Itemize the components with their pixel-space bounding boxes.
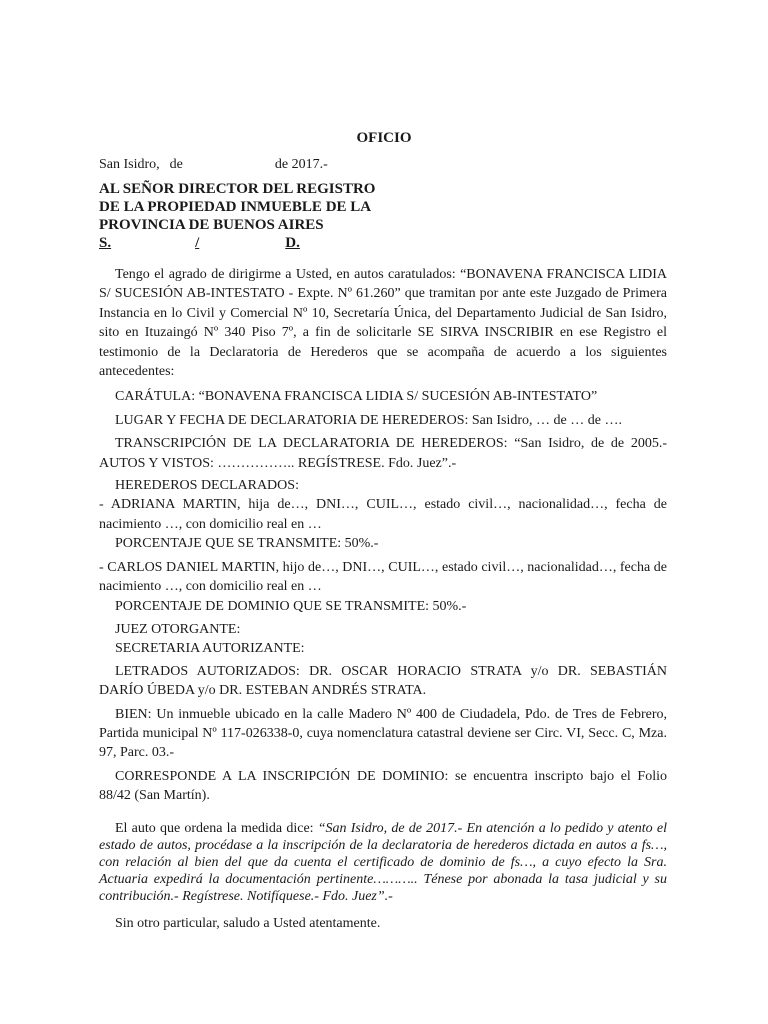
addressee-line-2: DE LA PROPIEDAD INMUEBLE DE LA	[99, 199, 372, 215]
transcripcion-item: TRANSCRIPCIÓN DE LA DECLARATORIA DE HEREDEROS: “San Isidro, de de 2005.- AUTOS Y VISTOS: …………….. REGÍSTRESE. Fdo. Juez”.-	[99, 436, 667, 471]
sd-line	[99, 234, 409, 252]
secretaria-item: SECRETARIA AUTORIZANTE:	[115, 641, 305, 657]
letrados-item: LETRADOS AUTORIZADOS: DR. OSCAR HORACIO STRATA y/o DR. SEBASTIÁN DARÍO ÚBEDA y/o DR. ESTEBAN ANDRÉS STRATA.	[99, 663, 667, 699]
corresponde-item: CORRESPONDE A LA INSCRIPCIÓN DE DOMINIO: se encuentra inscripto bajo el Folio 88/42 (San Martín).	[99, 768, 667, 804]
juez-item: JUEZ OTORGANTE:	[115, 621, 241, 637]
auto-quote: “San Isidro, de de 2017.- En atención a lo pedido y atento el estado de autos, procédase a la inscripción de la declaratoria de herederos dictada en autos a fs…, con relación al bien del que da cuenta el certificado de dominio de fs…, a cuyo efecto la Sra. Actuaria expedirá la documentación pertinente……….. Ténese por abonada la tasa judicial y su contribución.- Regístrese. Notifíquese.- Fdo. Juez”.-	[99, 820, 667, 905]
closing-line: Sin otro particular, saludo a Usted atentamente.	[115, 915, 381, 931]
sd-d: D.	[285, 235, 300, 251]
intro-paragraph: Tengo el agrado de dirigirme a Usted, en autos caratulados: “BONAVENA FRANCISCA LIDIA S/ SUCESIÓN AB-INTESTATO - Expte. Nº 61.260” que tramitan por ante este Juzgado de Primera Instancia en lo Civil y Comercial Nº 10, Secretaría Única, del Departamento Judicial de San Isidro, sito en Ituzaingó Nº 340 Piso 7º, a fin de solicitarle SE SIRVA INSCRIBIR en ese Registro el testimonio de la Declaratoria de Herederos que se acompaña de acuerdo a los siguientes antecedentes:	[99, 267, 667, 380]
date-place: San Isidro,	[99, 157, 160, 172]
document-title: OFICIO	[356, 130, 412, 146]
caratula-item: CARÁTULA: “BONAVENA FRANCISCA LIDIA S/ SUCESIÓN AB-INTESTATO”	[115, 389, 598, 405]
auto-lead: El auto que ordena la medida dice:	[115, 820, 318, 836]
addressee-line-1: AL SEÑOR DIRECTOR DEL REGISTRO	[99, 181, 376, 197]
porcentaje-1: PORCENTAJE QUE SE TRANSMITE: 50%.-	[115, 536, 379, 552]
heredero-2: - CARLOS DANIEL MARTIN, hijo de…, DNI…, CUIL…, estado civil…, nacionalidad…, fecha de nacimiento …, con domicilio real en …	[99, 559, 667, 595]
addressee-line-3: PROVINCIA DE BUENOS AIRES	[99, 217, 324, 233]
heredero-1: - ADRIANA MARTIN, hija de…, DNI…, CUIL…, estado civil…, nacionalidad…, fecha de nacimiento …, con domicilio real en …	[99, 497, 667, 532]
sd-slash: /	[195, 235, 200, 251]
addressee-block	[99, 180, 409, 252]
herederos-title: HEREDEROS DECLARADOS:	[115, 478, 299, 494]
document-body	[99, 265, 667, 933]
porcentaje-2: PORCENTAJE DE DOMINIO QUE SE TRANSMITE: 50%.-	[115, 598, 467, 614]
date-line	[99, 157, 328, 173]
bien-item: BIEN: Un inmueble ubicado en la calle Madero Nº 400 de Ciudadela, Pdo. de Tres de Febrero, Partida municipal Nº 117-026338-0, cuya nomenclatura catastral deviene ser Circ. VI, Secc. C, Mza. 97, Parc. 03.-	[99, 706, 667, 761]
lugar-item: LUGAR Y FECHA DE DECLARATORIA DE HEREDEROS: San Isidro, … de … de ….	[115, 412, 622, 428]
date-de: de	[169, 157, 183, 172]
auto-paragraph	[99, 820, 667, 906]
sd-s: S.	[99, 235, 112, 251]
date-year: de 2017.-	[274, 157, 328, 172]
